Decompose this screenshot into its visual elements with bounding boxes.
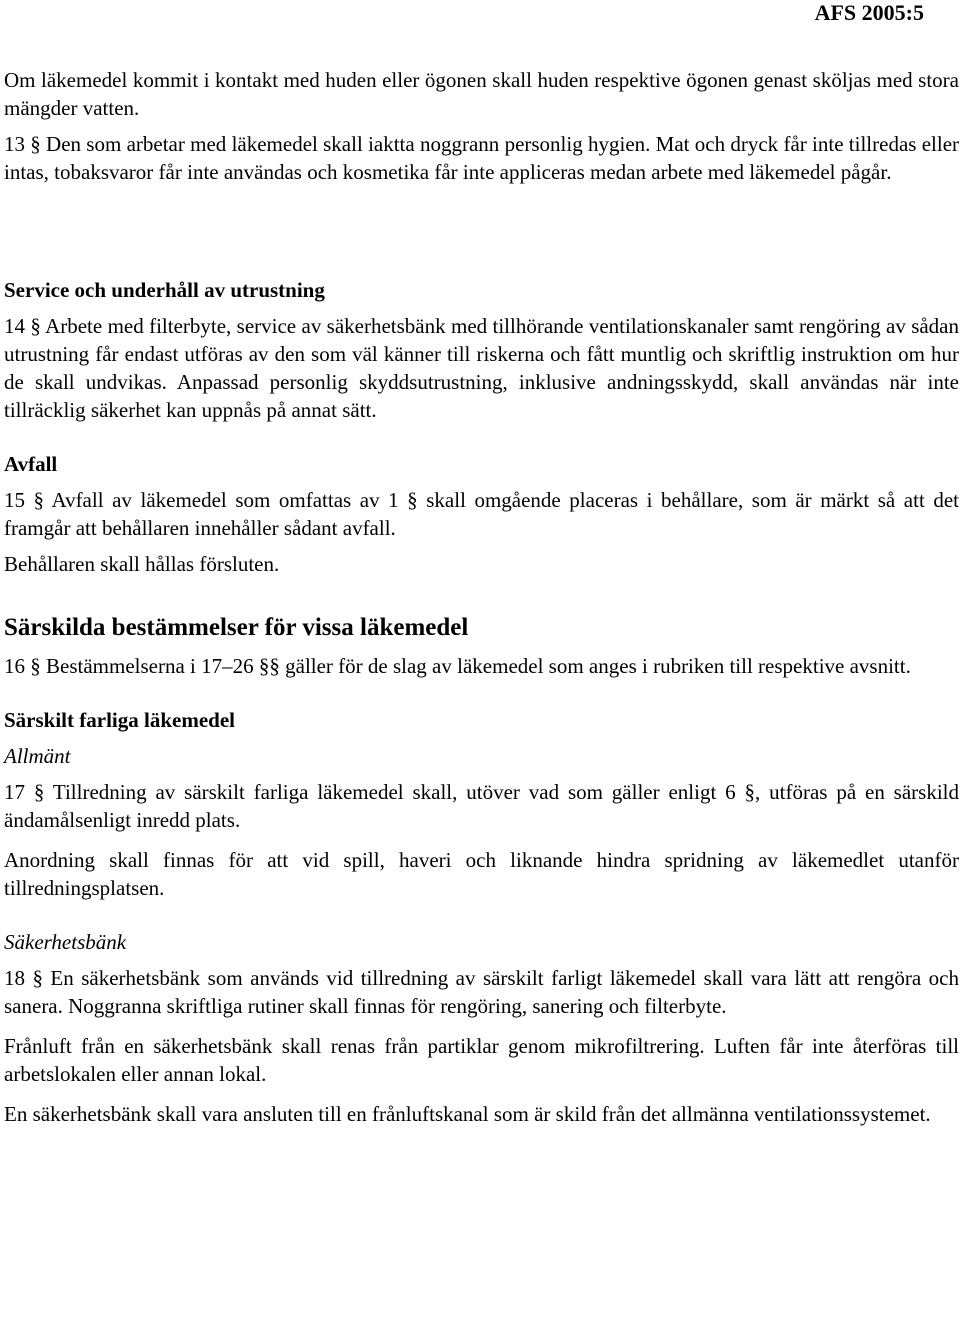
paragraph-text: En säkerhetsbänk som används vid tillredning av särskilt farligt läkemedel skall vara lätt att rengöra och sanera. Noggranna skriftliga rutiner skall finnas för rengöring, sanering och filterbyte. xyxy=(4,966,959,1018)
heading-service: Service och underhåll av utrustning xyxy=(4,278,325,302)
paragraph-text: Tillredning av särskilt farliga läkemedel skall, utöver vad som gäller enligt 6 §, utföras på en särskild ändamålsenligt inredd plats. xyxy=(4,780,960,832)
paragraph-number: 17 § xyxy=(4,780,45,804)
subheading-allmant: Allmänt xyxy=(4,744,71,768)
paragraph-13 xyxy=(4,130,959,186)
document-body xyxy=(4,66,959,1128)
paragraph-15b: Behållaren skall hållas försluten. xyxy=(4,552,280,576)
paragraph-text: Avfall av läkemedel som omfattas av 1 § skall omgående placeras i behållare, som är märkt så att det framgår att behållaren innehåller sådant avfall. xyxy=(4,488,960,540)
document-id: AFS 2005:5 xyxy=(814,0,924,25)
paragraph-18b: Frånluft från en säkerhetsbänk skall renas från partiklar genom mikrofiltrering. Luften får inte återföras till arbetslokalen eller annan lokal. xyxy=(4,1034,959,1086)
paragraph-text: Arbete med filterbyte, service av säkerhetsbänk med tillhörande ventilationskanaler samt rengöring av sådan utrustning får endast utföras av den som väl känner till riskerna och fått muntlig och skriftlig instruktion om hur de skall undvikas. Anpassad personlig skyddsutrustning, inklusive andningsskydd, skall användas när inte tillräcklig säkerhet kan uppnås på annat sätt. xyxy=(4,314,960,422)
paragraph-text: Den som arbetar med läkemedel skall iaktta noggrann personlig hygien. Mat och dryck får inte tillredas eller intas, tobaksvaror får inte användas och kosmetika får inte appliceras medan arbete med läkemedel pågår. xyxy=(4,132,960,184)
paragraph-17b: Anordning skall finnas för att vid spill, haveri och liknande hindra spridning av läkemedlet utanför tillredningsplatsen. xyxy=(4,848,959,900)
heading-sarskilt-farliga: Särskilt farliga läkemedel xyxy=(4,708,235,732)
paragraph-15 xyxy=(4,486,959,542)
paragraph-17 xyxy=(4,778,959,834)
paragraph-number: 14 § xyxy=(4,314,41,338)
paragraph-number: 13 § xyxy=(4,132,41,156)
heading-avfall: Avfall xyxy=(4,452,58,476)
subheading-sakerhetsbank: Säkerhetsbänk xyxy=(4,930,127,954)
paragraph-18 xyxy=(4,964,959,1020)
paragraph-number: 18 § xyxy=(4,966,43,990)
paragraph-14 xyxy=(4,312,959,424)
paragraph-text: Bestämmelserna i 17–26 §§ gäller för de slag av läkemedel som anges i rubriken till respektive avsnitt. xyxy=(40,654,911,678)
paragraph-18c: En säkerhetsbänk skall vara ansluten till en frånluftskanal som är skild från det allmänna ventilationssystemet. xyxy=(4,1102,931,1126)
paragraph-intro: Om läkemedel kommit i kontakt med huden eller ögonen skall huden respektive ögonen genast sköljas med stora mängder vatten. xyxy=(4,68,959,120)
paragraph-number: 16 § xyxy=(4,654,41,678)
paragraph-number: 15 § xyxy=(4,488,45,512)
paragraph-16 xyxy=(4,652,959,680)
heading-sarskilda-bestammelser: Särskilda bestämmelser för vissa läkemedel xyxy=(4,614,469,641)
